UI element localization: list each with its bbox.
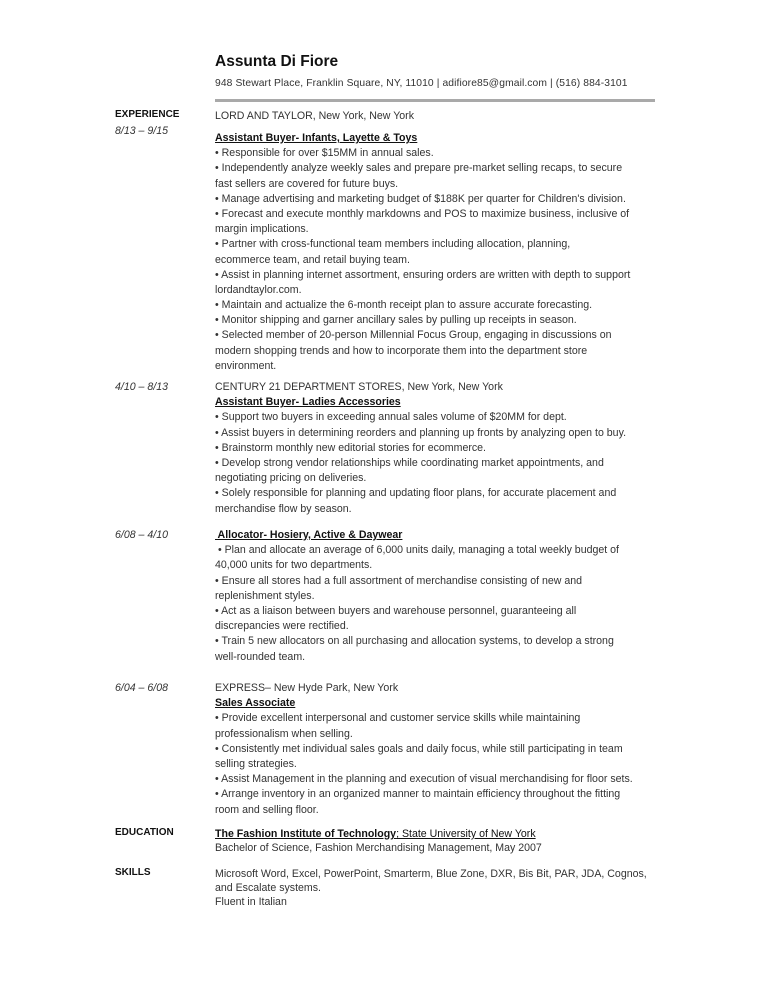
bullet-line: • Ensure all stores had a full assortment of merchandise consisting of new and [215,574,583,587]
bullet-line: • Forecast and execute monthly markdowns and POS to maximize business, inclusive of [215,207,630,220]
bullet-line: room and selling floor. [215,803,319,816]
bullet-line: • Independently analyze weekly sales and prepare pre-market selling recaps, to secure [215,162,623,175]
bullet-line: • Assist Management in the planning and execution of visual merchandising for floor sets. [215,773,633,786]
skills-list [215,867,660,909]
skills-line: and Escalate systems. [215,882,321,894]
bullet-line: • Develop strong vendor relationships while coordinating market appointments, and [215,456,604,469]
bullet-line: • Consistently met individual sales goals and daily focus, while still participating in team [215,742,623,755]
bullet-line: discrepancies were rectified. [215,620,349,633]
bullet-line: • Responsible for over $15MM in annual sales. [215,147,434,160]
job-dates: 8/13 – 9/15 [115,125,169,138]
bullet-line: lordandtaylor.com. [215,283,302,296]
bullet-line: well-rounded team. [215,650,306,663]
job-title: Assistant Buyer- Ladies Accessories [215,396,401,409]
bullet-line: selling strategies. [215,757,297,770]
job-title: Sales Associate [215,697,296,710]
bullet-line: • Plan and allocate an average of 6,000 units daily, managing a total weekly budget of [215,544,619,557]
contact-info: 948 Stewart Place, Franklin Square, NY, 11010 | adifiore85@gmail.com | (516) 884-3101 [215,78,628,89]
section-label-experience: EXPERIENCE [115,109,180,120]
bullet-line: • Assist buyers in determining reorders and planning up fronts by analyzing open to buy. [215,426,627,439]
bullet-line: • Provide excellent interpersonal and customer service skills while maintaining [215,712,581,725]
candidate-name: Assunta Di Fiore [215,53,339,70]
bullet-line: • Manage advertising and marketing budget of $188K per quarter for Children's division. [215,192,626,205]
bullet-line: • Support two buyers in exceeding annual sales volume of $20MM for dept. [215,411,567,424]
bullet-line: • Act as a liaison between buyers and warehouse personnel, guaranteeing all [215,604,577,617]
degree: Bachelor of Science, Fashion Merchandising Management, May 2007 [215,842,542,854]
bullet-line: • Maintain and actualize the 6-month receipt plan to assure accurate forecasting. [215,299,593,312]
school-suffix: ; State University of New York [396,828,536,840]
job-dates: 6/08 – 4/10 [115,529,169,541]
bullet-line: environment. [215,359,277,372]
skills-line: Microsoft Word, Excel, PowerPoint, Smarterm, Blue Zone, DXR, Bis Bit, PAR, JDA, Cognos, [215,868,647,880]
bullet-line: ecommerce team, and retail buying team. [215,253,410,266]
job-entry [215,380,660,517]
bullet-line: professionalism when selling. [215,727,353,740]
bullet-line: negotiating pricing on deliveries. [215,472,367,485]
school-name: The Fashion Institute of Technology [215,828,397,840]
job-title: Allocator- Hosiery, Active & Daywear [215,529,403,541]
bullet-line: modern shopping trends and how to incorporate them into the department store [215,344,588,357]
education-entry [215,827,660,855]
company: LORD AND TAYLOR, New York, New York [215,110,415,122]
bullet-line: • Monitor shipping and garner ancillary sales by pulling up receipts in season. [215,314,577,327]
bullet-line: replenishment styles. [215,589,315,602]
bullet-line: fast sellers are covered for future buys. [215,177,399,190]
job-entry [215,681,660,818]
bullet-line: • Assist in planning internet assortment, ensuring orders are written with depth to support [215,268,631,281]
section-label-education: EDUCATION [115,827,174,838]
bullet-line: • Solely responsible for planning and updating floor plans, for accurate placement and [215,487,617,500]
bullet-line: • Brainstorm monthly new editorial stories for ecommerce. [215,441,486,454]
job-dates: 6/04 – 6/08 [115,682,169,694]
header-divider [215,99,655,102]
bullet-line: • Arrange inventory in an organized manner to maintain efficiency throughout the fitting [215,788,621,801]
job-dates: 4/10 – 8/13 [115,381,169,393]
bullet-line: • Partner with cross-functional team members including allocation, planning, [215,238,571,251]
skills-line: Fluent in Italian [215,896,287,908]
job-entry [215,109,660,374]
bullet-line: margin implications. [215,223,309,236]
company: EXPRESS– New Hyde Park, New York [215,682,399,694]
bullet-line: 40,000 units for two departments. [215,559,373,572]
section-label-skills: SKILLS [115,867,151,878]
company: CENTURY 21 DEPARTMENT STORES, New York, New York [215,381,503,393]
job-entry [215,528,660,665]
bullet-line: • Selected member of 20-person Millennial Focus Group, engaging in discussions on [215,329,612,342]
bullet-line: • Train 5 new allocators on all purchasing and allocation systems, to develop a strong [215,635,614,648]
job-title: Assistant Buyer- Infants, Layette & Toys [215,132,418,144]
bullet-line: merchandise flow by season. [215,502,352,515]
